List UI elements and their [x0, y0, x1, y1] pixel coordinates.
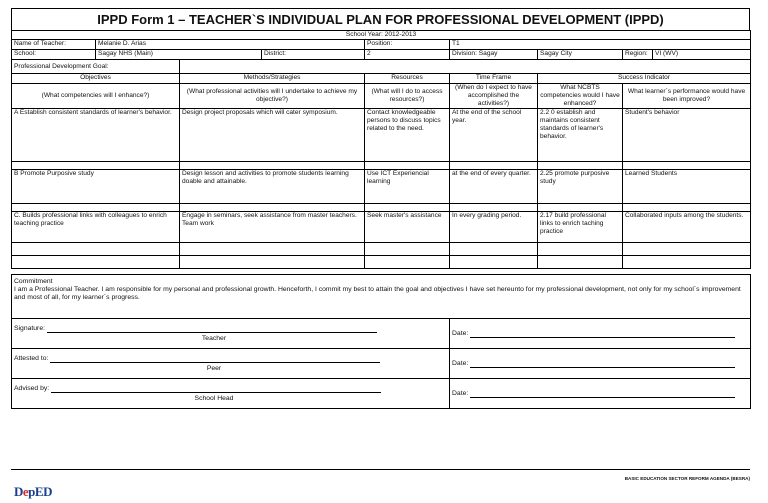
learner-cell: Collaborated inputs among the students. — [623, 212, 751, 243]
objectives-question: (What competencies will I enhance?) — [12, 84, 180, 109]
goal-value — [180, 60, 751, 74]
footer-divider — [11, 469, 750, 470]
methods-header: Methods/Strategies — [180, 74, 365, 84]
division-value: Division: Sagay — [450, 50, 538, 60]
time-cell: At the end of the school year. — [450, 109, 538, 162]
learner-cell: Learned Students — [623, 170, 751, 204]
school-value: Sagay NHS (Main) — [96, 50, 262, 60]
signature-teacher — [12, 319, 450, 349]
objective-cell: C. Builds professional links with colleagues to enrich teaching practice — [12, 212, 180, 243]
signature-label: Attested to: — [14, 354, 49, 362]
learner-question: What learner`s performance would have been improved? — [623, 84, 751, 109]
table-row — [12, 212, 751, 243]
signature-school-head — [12, 379, 450, 409]
objective-cell: B Promote Purposive study — [12, 170, 180, 204]
method-cell: Engage in seminars, seek assistance from master teachers. Team work — [180, 212, 365, 243]
signature-label: Signature: — [14, 324, 45, 332]
district-label: District: — [262, 50, 365, 60]
time-cell: at the end of every quarter. — [450, 170, 538, 204]
signature-role: Teacher — [201, 334, 227, 342]
ncbts-cell: 2.25 promote purposive study — [538, 170, 623, 204]
date-label: Date: — [452, 389, 469, 397]
ippd-table — [11, 30, 751, 409]
ippd-form — [11, 8, 750, 409]
table-row — [12, 109, 751, 162]
signature-peer — [12, 349, 450, 379]
ncbts-cell: 2.2 0 establish and maintains consistent standards of learner's behavior. — [538, 109, 623, 162]
resources-question: (What will I do to access resources?) — [365, 84, 450, 109]
date-school-head — [450, 379, 751, 409]
name-label: Name of Teacher: — [12, 40, 96, 50]
deped-logo: DepED — [14, 484, 52, 499]
commitment-heading: Commitment — [14, 278, 53, 285]
ncbts-cell: 2.17 build professional links to enrich taching practice — [538, 212, 623, 243]
position-value: T1 — [450, 40, 751, 50]
ncbts-question: What NCBTS competencies would I have enhanced? — [538, 84, 623, 109]
besra-note: BASIC EDUCATION SECTOR REFORM AGENDA (BESRA) — [624, 476, 750, 481]
method-cell: Design project proposals which will cater symposium. — [180, 109, 365, 162]
method-cell: Design lesson and activities to promote students learning doable and attainable. — [180, 170, 365, 204]
form-title: IPPD Form 1 – TEACHER`S INDIVIDUAL PLAN FOR PROFESSIONAL DEVELOPMENT (IPPD) — [11, 8, 750, 30]
resource-cell: Use ICT Experiencial learning — [365, 170, 450, 204]
time-question: (When do I expect to have accomplished the activities?) — [450, 84, 538, 109]
time-frame-header: Time Frame — [450, 74, 538, 84]
position-label: Position: — [365, 40, 450, 50]
success-indicator-header: Success Indicator — [538, 74, 751, 84]
time-cell: In every grading period. — [450, 212, 538, 243]
commitment-section — [12, 275, 751, 319]
region-value: VI (WV) — [653, 50, 751, 60]
signature-line — [50, 356, 380, 363]
resource-cell: Contact knowledgeable persons to discuss topics related to the need. — [365, 109, 450, 162]
table-row — [12, 170, 751, 204]
signature-label: Advised by: — [14, 384, 50, 392]
region-label: Region: — [623, 50, 653, 60]
signature-role: Peer — [206, 364, 222, 372]
date-teacher — [450, 319, 751, 349]
learner-cell: Student's behavior — [623, 109, 751, 162]
resources-header: Resources — [365, 74, 450, 84]
signature-role: School Head — [194, 394, 234, 402]
date-line — [470, 361, 735, 368]
date-label: Date: — [452, 329, 469, 337]
district-value: 2 — [365, 50, 450, 60]
resource-cell: Seek master's assistance — [365, 212, 450, 243]
signature-line — [47, 326, 377, 333]
name-value: Melanie D. Arias — [96, 40, 365, 50]
methods-question: (What professional activities will I undertake to achieve my objective?) — [180, 84, 365, 109]
date-line — [470, 391, 735, 398]
goal-label: Professional Development Goal: — [12, 60, 180, 74]
signature-line — [51, 386, 381, 393]
school-label: School: — [12, 50, 96, 60]
objectives-header: Objectives — [12, 74, 180, 84]
date-label: Date: — [452, 359, 469, 367]
objective-cell: A Establish consistent standards of learner's behavior. — [12, 109, 180, 162]
date-line — [470, 331, 735, 338]
school-year: School Year: 2012-2013 — [12, 31, 751, 40]
city-value: Sagay City — [538, 50, 623, 60]
date-peer — [450, 349, 751, 379]
commitment-text: I am a Professional Teacher. I am responsible for my personal and professional growth. Henceforth, I commit my best to attain the goal and objectives I have set hereunto for my professional development, not only for my school`s improvement and most of all, for my learner`s progress. — [14, 286, 741, 301]
